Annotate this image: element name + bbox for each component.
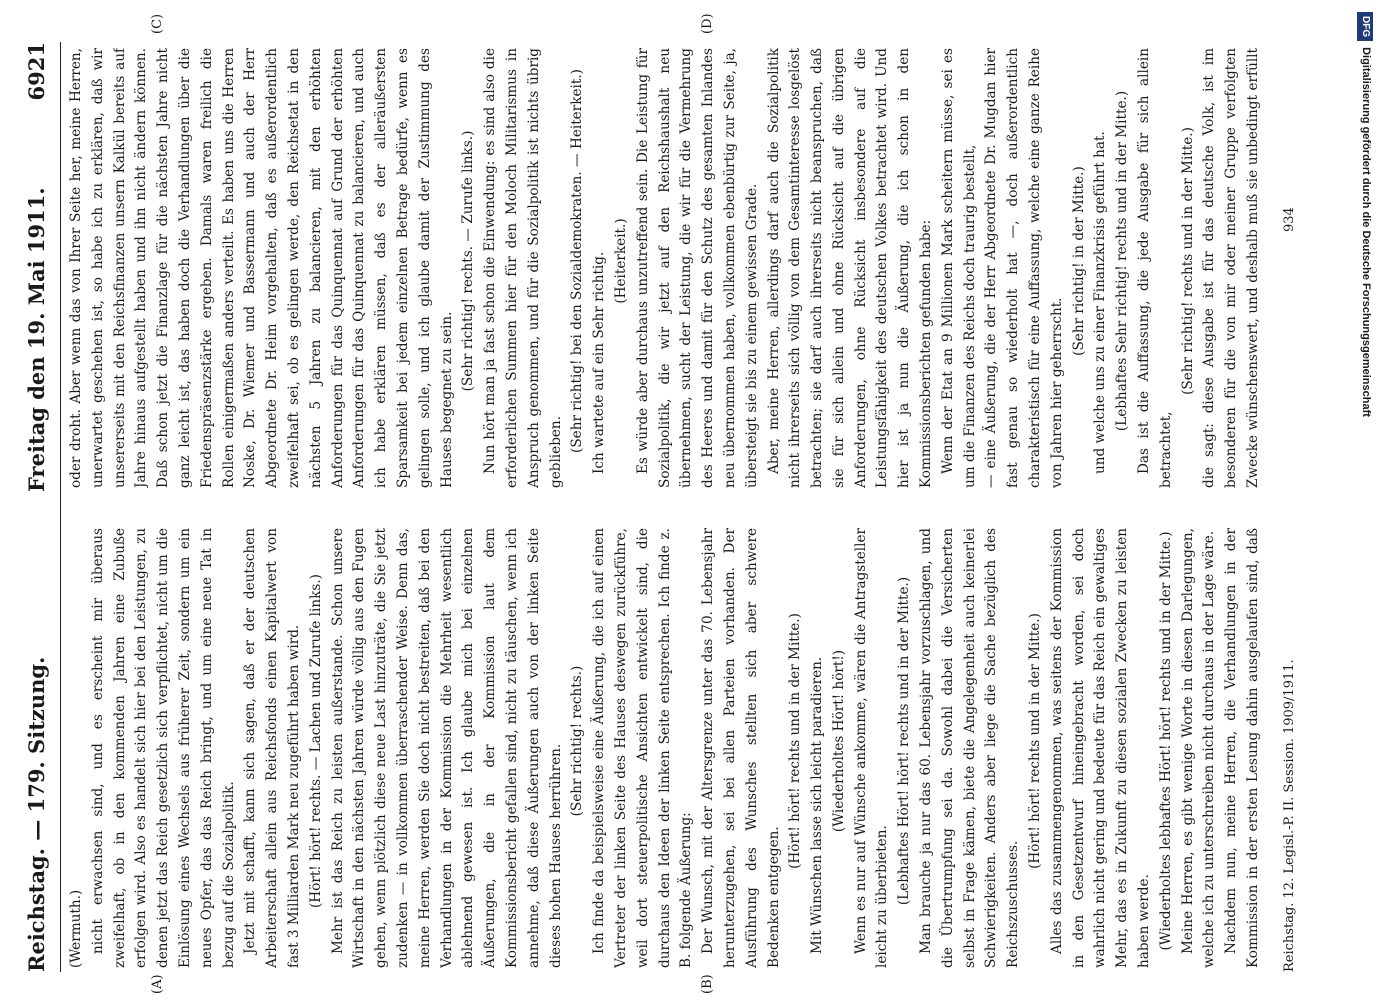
margin-mark-b: (B) (700, 974, 715, 994)
paragraph: Es würde aber durchaus unzutreffend sein. Die Leistung für Sozialpolitik, die wir jetzt auf den Reichshaushalt neu übernehmen, sucht der Leistung, die wir für die Vermehrung des Heeres und damit für den Schutz des gesamten Inlandes neu übernommen haben, vollkommen ebenbürtig zur Seite, ja, übersteigt sie bis zu einem gewissen Grade. (634, 48, 760, 488)
dfg-logo: DFG (1357, 12, 1373, 41)
paragraph: Aber, meine Herren, allerdings darf auch die Sozialpolitik nicht ihrerseits sich völlig von dem Gesamtinteresse losgelöst betrachten; sie darf auch ihrerseits nicht beanspruchen, daß sie für sich allein und ohne Rücksicht auf die übrigen Anforderungen, ohne Rücksicht insbesondere auf die Leistungsfähigkeit des deutschen Volkes betrachtet wird. Und hier ist ja nun die Äußerung, die ich schon in den Kommissionsberichten gefunden habe: (765, 48, 935, 488)
margin-mark-d: (D) (700, 13, 715, 34)
interjection: (Lebhaftes Hört! hört! rechts und in der Mitte.) (896, 576, 913, 906)
interjection: (Sehr richtig! rechts. — Zurufe links.) (460, 130, 477, 392)
page-header (20, 42, 54, 972)
paragraph: Meine Herren, es gibt wenige Worte in diesen Darlegungen, welche ich zu unterschreiben nicht durchaus in der Lage wäre. (1179, 528, 1218, 968)
interjection: (Hört! hört! rechts und in der Mitte.) (1027, 613, 1044, 869)
paragraph: Mit Wünschen lasse sich leicht paradieren. (809, 656, 826, 954)
footer-sheet-number: 934 (1282, 207, 1297, 232)
digitization-note (1355, 12, 1377, 992)
digitization-text: Digitalisierung gefördert durch die Deutsche Forschungsgemeinschaft (1360, 47, 1372, 417)
interjection: (Sehr richtig! rechts.) (569, 665, 586, 817)
paragraph: Ich wartete auf ein Sehr richtig. (591, 251, 608, 474)
interjection: (Wiederholtes Hört! hört!) (830, 649, 847, 833)
paragraph: Alles das zusammengenommen, was seitens der Kommission in den Gesetzentwurf hineingebracht worden, sei doch wahrlich nicht gering und bedeute für das Reich ein gewaltiges Mehr, das es in Zukunft zu diesen sozialen Zwecken zu leisten haben werde. (1048, 528, 1153, 968)
interjection: (Lebhaftes Sehr richtig! rechts und in der Mitte.) (1114, 90, 1131, 432)
margin-mark-c: (C) (150, 13, 165, 34)
interjection: (Hört! hört! rechts und in der Mitte.) (787, 613, 804, 869)
paragraph: Wenn es nur auf Wünsche ankomme, wären die Antragsteller leicht zu überbieten. (852, 528, 891, 968)
paragraph: Der Wunsch, mit der Altersgrenze unter das 70. Lebensjahr herunterzugehen, sei bei allen Parteien vorhanden. Der Ausführung des Wunsches stellten sich aber schwere Bedenken entgegen. (700, 528, 782, 968)
paragraph: Ich finde da beispielsweise eine Äußerung, die ich auf einen Vertreter der linken Seite des Hauses deswegen zurückführe, weil dort steuerpolitische Ansichten entwickelt sind, die durchaus den Ideen der linken Seite entsprechen. Ich finde z. B. folgende Äußerung: (591, 528, 695, 968)
page-number: 6921 (24, 42, 49, 101)
paragraph: und welche uns zu einer Finanzkrisis geführt hat. (1092, 131, 1109, 474)
interjection: (Heiterkeit.) (612, 218, 629, 304)
header-rule (60, 42, 61, 972)
speaker-name: (Wermuth.) (68, 889, 84, 968)
header-session: Reichstag. — 179. Sitzung. (24, 656, 49, 972)
paragraph: Das ist die Auffassung, die jede Ausgabe für sich allein betrachtet, (1136, 48, 1174, 488)
paragraph: Wenn der Etat an 9 Millionen Mark scheitern müsse, sei es um die Finanzen des Reichs doch traurig bestellt, (939, 48, 978, 488)
interjection: (Wiederholtes lebhaftes Hört! hört! rechts und in der Mitte.) (1157, 531, 1174, 951)
paragraph: Mehr ist das Reich zu leisten außerstande. Schon unsere Wirtschaft in den nächsten Jahren würde völlig aus den Fugen gehen, wenn plötzlich diese neue Last hinzuträte, die Sie jetzt zudenken — in vollkommen überraschender Weise. Denn das, meine Herren, werden Sie doch nicht bestreiten, daß bei den Verhandlungen in der Kommission die Mehrheit wesentlich ablehnend gewesen ist. Ich glaube mich bei einzelnen Äußerungen, die in der Kommission laut dem Kommissionsbericht gefallen sind, nicht zu täuschen, wenn ich annehme, daß diese Äußerungen auch von der linken Seite dieses hohen Hauses herrühren. (329, 528, 564, 968)
paragraph: Man brauche ja nur das 60. Lebensjahr vorzuschlagen, und die Übertrumpfung sei da. Sowohl dabei die Versicherten selbst in Frage kämen, biete die Angelegenheit auch keinerlei Schwierigkeiten. Anders aber liege die Sache bezüglich des Reichszuschusses. (918, 528, 1022, 968)
margin-mark-a: (A) (150, 974, 165, 994)
interjection: (Sehr richtig! in der Mitte.) (1070, 166, 1087, 356)
paragraph: Nun hört man ja fast schon die Einwendung: es sind also die erforderlichen Summen hier für den Moloch Militarismus in Anspruch genommen, und für die Sozialpolitik ist nichts übrig geblieben. (482, 48, 564, 488)
header-date: Freitag den 19. Mai 1911. (24, 187, 49, 492)
left-column (66, 528, 1266, 968)
paragraph: oder droht. Aber wenn das von Ihrer Seite her, meine Herren, unerwartet geschehen ist, so habe ich zu erklären, daß wir unsererseits mit den Reichsfinanzen unsern Kalkül bereits auf Jahre hinaus aufgestellt haben und ihn nicht ändern können. Daß schon jetzt die Finanzlage für die nächsten Jahre nicht ganz leicht ist, das haben doch die Verhandlungen über die Friedenspräsenzstärke ergeben. Damals waren freilich die Rollen einigermaßen anders verteilt. Es haben uns die Herren Noske, Dr. Wiemer und Bassermann und auch der Herr Abgeordnete Dr. Heim vorgehalten, daß es außerordentlich zweifelhaft sei, ob es gelingen werde, den Reichsetat in den nächsten 5 Jahren zu balancieren, mit den erhöhten Anforderungen für das Quinquennat auf Grund der erhöhten Anforderungen für das Quinquennat zu balancieren, und auch ich habe erklären müssen, daß es der alleräußersten Sparsamkeit bei jedem einzelnen Betrage bedürfe, wenn es gelingen solle, und ich glaube damit der Zustimmung des Hauses begegnet zu sein. (68, 48, 455, 488)
paragraph: — eine Äußerung, die der Herr Abgeordnete Dr. Mugdan hier fast genau so wiederholt hat —, doch außerordentlich charakteristisch für eine Auffassung, welche eine ganze Reihe von Jahren hier geherrscht. (983, 48, 1065, 488)
paragraph: Nachdem nun, meine Herren, die Verhandlungen in der Kommission in der ersten Lesung dahin ausgelaufen sind, daß (1223, 528, 1262, 968)
right-column (66, 48, 1266, 488)
footer-legislature: Reichstag. 12. Legisl.-P. II. Session. 1909/1911. (1282, 659, 1297, 972)
paragraph: die sagt: diese Ausgabe ist für das deutsche Volk, ist im besonderen für die von mir oder meiner Gruppe verfolgten Zwecke wünschenswert, und deshalb muß sie unbedingt erfüllt (1201, 48, 1262, 488)
paragraph: Jetzt mit schafft, kann sich sagen, daß er der deutschen Arbeiterschaft allein aus Reichsfonds einen Kapitalwert von fast 3 Milliarden Mark neu zugeführt haben wird. (242, 528, 302, 968)
paragraph: nicht erwachsen sind, und es erscheint mir überaus zweifelhaft, ob in den kommenden Jahren eine Zubuße erfolgen wird. Also es handelt sich hier bei den Leistungen, zu denen jetzt das Reich gesetzlich sich verpflichtet, nicht um die Einlösung eines Wechsels aus früherer Zeit, sondern um ein neues Opfer, das das Reich bringt, und um eine neue Tat in bezug auf die Sozialpolitik. (89, 528, 237, 968)
interjection: (Hört! hört! rechts. — Lachen und Zurufe links.) (307, 574, 324, 908)
interjection: (Sehr richtig! bei den Sozialdemokraten. — Heiterkeit.) (569, 69, 586, 453)
interjection: (Sehr richtig! rechts und in der Mitte.) (1179, 127, 1196, 395)
